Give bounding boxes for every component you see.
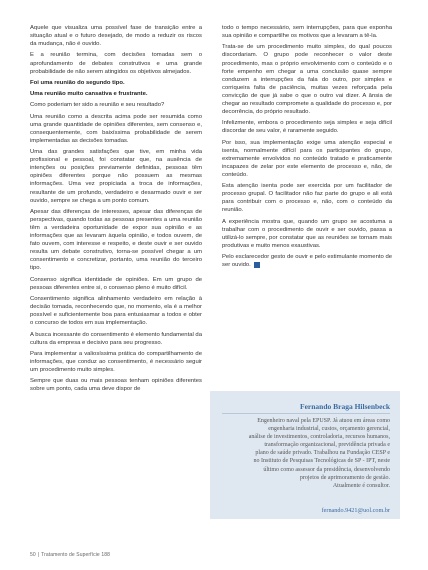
page-number: 50 [30, 552, 36, 558]
paragraph: Por isso, sua implementação exige uma atenção especial e isenta, normalmente difícil para os participantes do grupo, extremamente envolvidos no conteúdo tratado e praticamente incapazes de zelar por este elemento de processo e, não, de conteúdo. [222, 139, 392, 178]
bio-line: plano de saúde privado. Trabalhou na Fundação CESP e [255, 450, 390, 457]
bio-line: no Instituto de Pesquisas Tecnológicas de SP - IPT, neste [253, 458, 390, 465]
paragraph: Consenso significa identidade de opiniões. Em um grupo de pessoas diferentes entre si, o consenso pleno é muito difícil. [30, 276, 202, 291]
bio-line: último como assessor da presidência, desenvolvendo [263, 466, 390, 473]
issue-number: 188 [101, 552, 110, 558]
author-bio [222, 417, 390, 490]
publication-name: Tratamento de Superfície [41, 552, 100, 558]
paragraph: Sempre que duas ou mais pessoas tenham opiniões diferentes sobre um ponto, cada uma deve dispor de [30, 378, 202, 393]
paragraph: Infelizmente, embora o procedimento seja simples e seja difícil discordar de seu valor, é raramente seguido. [222, 120, 392, 135]
bio-line: projetos de aprimoramento de gestão. [299, 474, 390, 481]
bio-line: transformação organizacional, previdência privada e [264, 442, 390, 449]
paragraph: Trata-se de um procedimento muito simples, do qual poucos discordariam. O grupo pode reconhecer o valor deste procedimento, mas o próprio envolvimento com o conteúdo e o forte empenho em chegar a uma conclusão quase sempre conduzem a interrupções da fala do outro, por simples e corriqueira falta de paciência, muitas vezes reforçada pela convicção de que já sabe o que o outro vai dizer. A ânsia de chegar ao resultado compromete a qualidade do processo e, por decorrência, do próprio resultado. [222, 44, 392, 115]
closing-text: Pelo esclarecedor gesto de ouvir e pelo estimulante momento de ser ouvido. [222, 254, 392, 269]
page-footer: 50 | Tratamento de Superfície 188 [30, 552, 110, 558]
closing-paragraph [222, 253, 392, 269]
bio-line: Atualmente é consultor. [332, 482, 390, 489]
bold-line: Foi uma reunião do segundo tipo. [30, 79, 125, 86]
bio-line: Engenheiro naval pela EPUSP. Já atuou em áreas como [257, 418, 390, 424]
end-mark-icon [254, 262, 260, 268]
paragraph: Como poderiam ter sido a reunião e seu resultado? [30, 102, 165, 109]
paragraph: Uma reunião como a descrita acima pode ser resumida como uma grande quantidade de opiniões diferentes, sem consenso e, consequentemente, com baixíssima probabilidade de serem implementadas as decisões tomadas. [30, 113, 202, 144]
bio-line: engenharia industrial, custos, orçamento gerencial, [268, 426, 390, 433]
paragraph: E a reunião termina, com decisões tomadas sem o aprofundamento de debates construtivos e uma grande probabilidade de não serem atingidos os objetivos almejados. [30, 52, 202, 75]
bio-line: análise de investimentos, controladoria, recursos humanos, [248, 434, 390, 441]
paragraph: Consentimento significa alinhamento verdadeiro em relação à decisão tomada, reconhecendo que, no momento, ela é a melhor possível e suficientemente boa para entusiasmar a todos e obter o concurso de todos em sua implementação. [30, 296, 202, 327]
paragraph: Apesar das diferenças de interesses, apesar das diferenças de perspectivas, quando todas as pessoas presentes a uma reunião têm a verdadeira oportunidade de expor sua opinião e as informações que as levaram àquela opinião, e todos ouvem, de fato ouvem, com interesse e respeito, e deste ouvir e ser ouvido resulta um debate construtivo, torna-se possível chegar a um consentimento e concretizar, portanto, uma reunião do terceiro tipo. [30, 208, 202, 272]
author-name: Fernando Braga Hilsenbeck [299, 402, 390, 411]
paragraph: A experiência mostra que, quando um grupo se acostuma a trabalhar com o procedimento de ouvir e ser ouvido, passa a utilizá-lo sempre, por constatar que as reuniões se tornam mais produtivas e muito menos exaustivas. [222, 218, 392, 249]
paragraph: Esta atenção isenta pode ser exercida por um facilitador de processo grupal. O facilitador não faz parte do grupo e ali está para contribuir com o processo e, não, com o conteúdo da reunião. [222, 183, 392, 214]
paragraph: Aquele que visualiza uma possível fase de transição entre a situação atual e o futuro desejado, de modo a reduzir os riscos da mudança, não é ouvido. [30, 25, 202, 48]
right-column [222, 24, 392, 273]
paragraph: Uma das grandes satisfações que tive, em minha vida profissional e pessoal, foi constatar que, na ausência de intenções ou posições previamente definidas, pessoas têm opiniões diferentes porque não possuem as mesmas informações. Uma vez propiciada a troca de informações, resultante de um profundo, verdadeiro e desarmado ouvir e ser ouvido, sempre se chega a um ponto comum. [30, 149, 202, 204]
left-column [30, 24, 202, 397]
bold-line: Uma reunião muito cansativa e frustrante. [30, 91, 148, 98]
paragraph: Para implementar a valiosíssima prática do compartilhamento de informações, que conduz ao consentimento, é necessário seguir um procedimento muito simples. [30, 350, 202, 374]
divider [222, 413, 390, 414]
author-email[interactable]: fernando.9421@uol.com.br [321, 507, 390, 514]
paragraph: todo o tempo necessário, sem interrupções, para que exponha sua opinião e compartilhe os motivos que a levaram a tê-la. [222, 25, 392, 40]
paragraph: A busca incessante do consentimento é elemento fundamental da cultura da empresa e decisivo para seu progresso. [30, 331, 202, 346]
